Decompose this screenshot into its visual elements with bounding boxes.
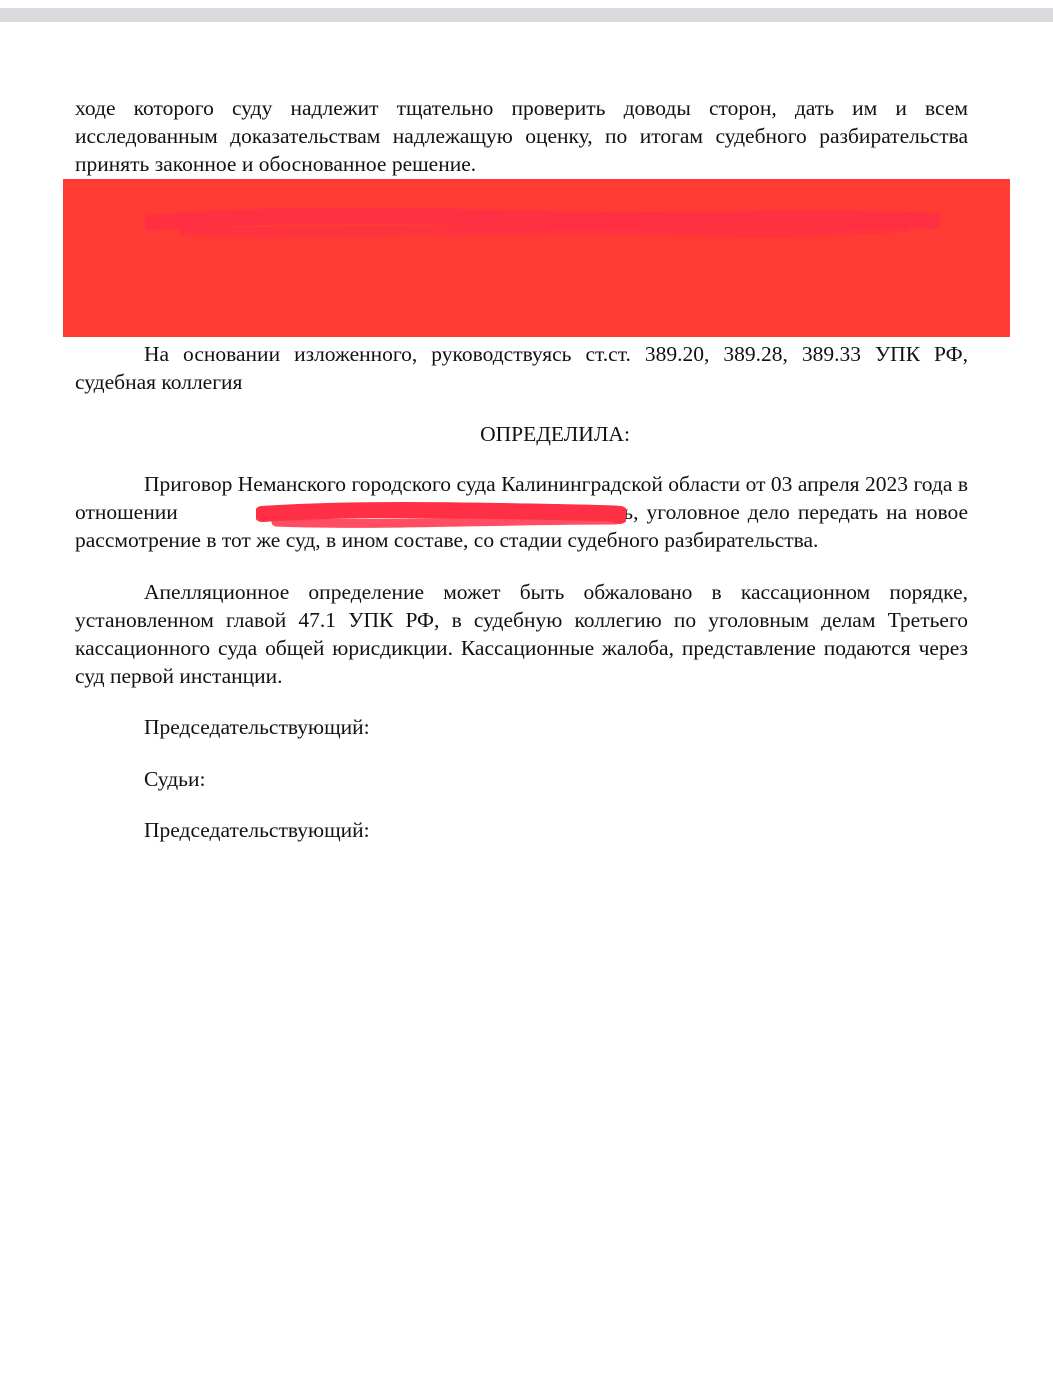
inline-redaction-scribble [256,500,626,532]
paragraph-appeal: Апелляционное определение может быть обжаловано в кассационном порядке, установленном главой 47.1 УПК РФ, в судебную коллегию по уголовным делам Третьего кассационного суда общей юрисдикции. Кассационные жалоба, представление подаются через суд первой инстанции. [75,580,968,688]
signature-presiding-2: Председательствующий: [144,818,370,842]
redaction-scribble [145,205,940,241]
signature-judges: Судьи: [144,767,206,791]
paragraph-intro: ходе которого суду надлежит тщательно проверить доводы сторон, дать им и всем исследованным доказательствам надлежащую оценку, по итогам судебного разбирательства принять законное и обоснованное решение. [75,96,968,176]
viewer-top-bar [0,0,1053,22]
signature-presiding-1: Председательствующий: [144,715,370,739]
paragraph-basis: На основании изложенного, руководствуясь ст.ст. 389.20, 389.28, 389.33 УПК РФ, судебная коллегия [75,342,968,394]
viewer-top-strip [0,8,1053,22]
ruling-heading: ОПРЕДЕЛИЛА: [480,422,630,446]
redaction-block [63,179,1010,337]
ruling-text-before: Приговор Неманского городского суда Калининградской области от 03 апреля 2023 года в отношении [75,472,968,524]
ruling-text-after: отменить, уголовное дело передать на новое рассмотрение в тот же суд, в ином составе, со стадии судебного разбирательства. [75,500,969,552]
